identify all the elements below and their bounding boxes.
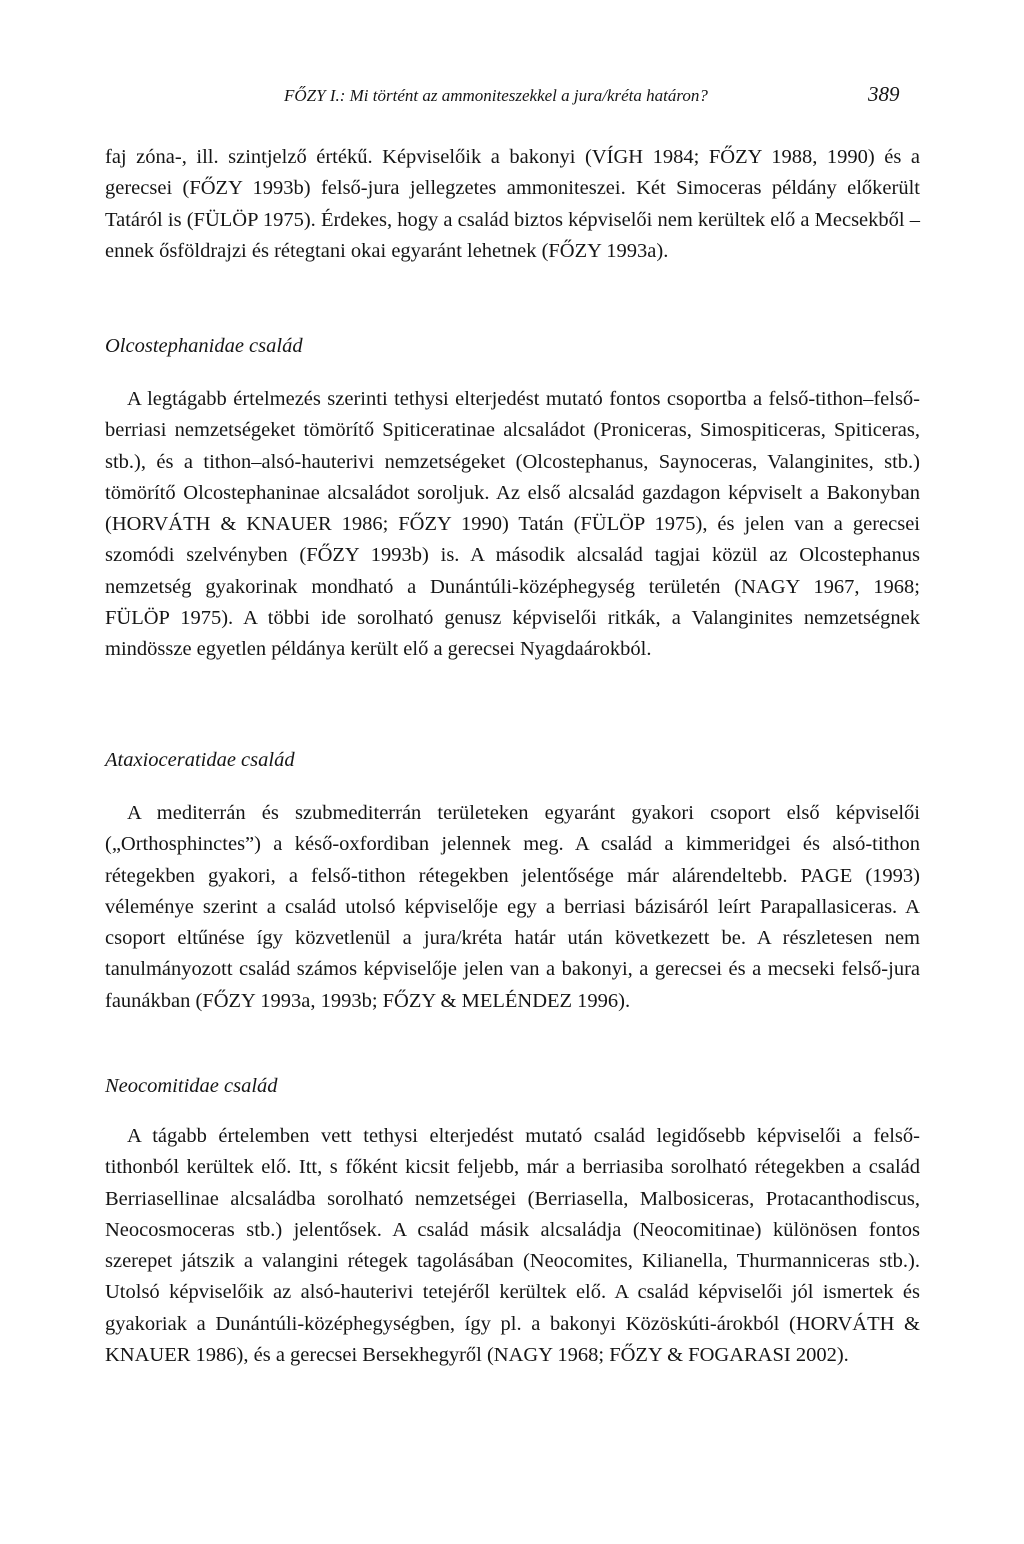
paragraph-olcostephanidae — [105, 384, 920, 666]
paragraph-text: faj zóna-, ill. szintjelző értékű. Képviselőik a bakonyi (VÍGH 1984; FŐZY 1988, 1990) és a gerecsei (FŐZY 1993b) felső-jura jellegzetes ammoniteszei. Két Simoceras példány előkerült Tatáról is (FÜLÖP 1975). Érdekes, hogy a család biztos képviselői nem kerültek elő a Mecsekből – ennek ősföldrajzi és rétegtani okai egyaránt lehetnek (FŐZY 1993a). — [105, 146, 920, 262]
paragraph-ataxioceratidae — [105, 798, 920, 1017]
paragraph-intro — [105, 142, 920, 267]
section-heading-neocomitidae: Neocomitidae család — [105, 1075, 278, 1097]
section-heading-ataxioceratidae: Ataxioceratidae család — [105, 749, 295, 771]
page-number: 389 — [868, 82, 900, 106]
paragraph-text: A legtágabb értelmezés szerinti tethysi elterjedést mutató fontos csoportba a felső-tithon–felső-berriasi nemzetségeket tömörítő Spiticeratinae alcsaládot (Proniceras, Simospiticeras, Spiticeras, stb.), és a tithon–alsó-hauterivi nemzetségeket (Olcostephanus, Saynoceras, Valanginites, stb.) tömörítő Olcostephaninae alcsaládot soroljuk. Az első alcsalád gazdagon képviselt a Bakonyban (HORVÁTH & KNAUER 1986; FŐZY 1990) Tatán (FÜLÖP 1975), és jelen van a gerecsei szomódi szelvényben (FŐZY 1993b) is. A második alcsalád tagjai közül az Olcostephanus nemzetség gyakorinak mondható a Dunántúli-középhegység területén (NAGY 1967, 1968; FÜLÖP 1975). A többi ide sorolható genusz képviselői ritkák, a Valanginites nemzetségnek mindössze egyetlen példánya került elő a gerecsei Nyagdaárokból. — [105, 388, 920, 661]
paragraph-neocomitidae — [105, 1121, 920, 1371]
running-header: FŐZY I.: Mi történt az ammoniteszekkel a jura/kréta határon? — [284, 86, 708, 105]
section-heading-olcostephanidae: Olcostephanidae család — [105, 335, 303, 357]
paragraph-text: A tágabb értelemben vett tethysi elterjedést mutató család legidősebb képviselői a felső-tithonból kerültek elő. Itt, s főként kicsit feljebb, már a berriasiba sorolható rétegekben a család Berriasellinae alcsaládba sorolható nemzetségei (Berriasella, Malbosiceras, Protacanthodiscus, Neocosmoceras stb.) jelentősek. A család másik alcsaládja (Neocomitinae) különösen fontos szerepet játszik a valangini rétegek tagolásában (Neocomites, Kilianella, Thurmanniceras stb.). Utolsó képviselőik az alsó-hauterivi tetejéről kerültek elő. A család képviselői jól ismertek és gyakoriak a Dunántúli-középhegységben, így pl. a bakonyi Közöskúti-árokból (HORVÁTH & KNAUER 1986), és a gerecsei Bersekhegyről (NAGY 1968; FŐZY & FOGARASI 2002). — [105, 1125, 920, 1367]
paragraph-text: A mediterrán és szubmediterrán területeken egyaránt gyakori csoport első képviselői („Orthosphinctes”) a késő-oxfordiban jelennek meg. A család a kimmeridgei és alsó-tithon rétegekben gyakori, a felső-tithon rétegekben jelentősége már alárendeltebb. PAGE (1993) véleménye szerint a család utolsó képviselője egy a berriasi bázisáról leírt Parapallasiceras. A csoport eltűnése így közvetlenül a jura/kréta határ után következett be. A részletesen nem tanulmányozott család számos képviselője jelen van a bakonyi, a gerecsei és a mecseki felső-jura faunákban (FŐZY 1993a, 1993b; FŐZY & MELÉNDEZ 1996). — [105, 802, 920, 1012]
